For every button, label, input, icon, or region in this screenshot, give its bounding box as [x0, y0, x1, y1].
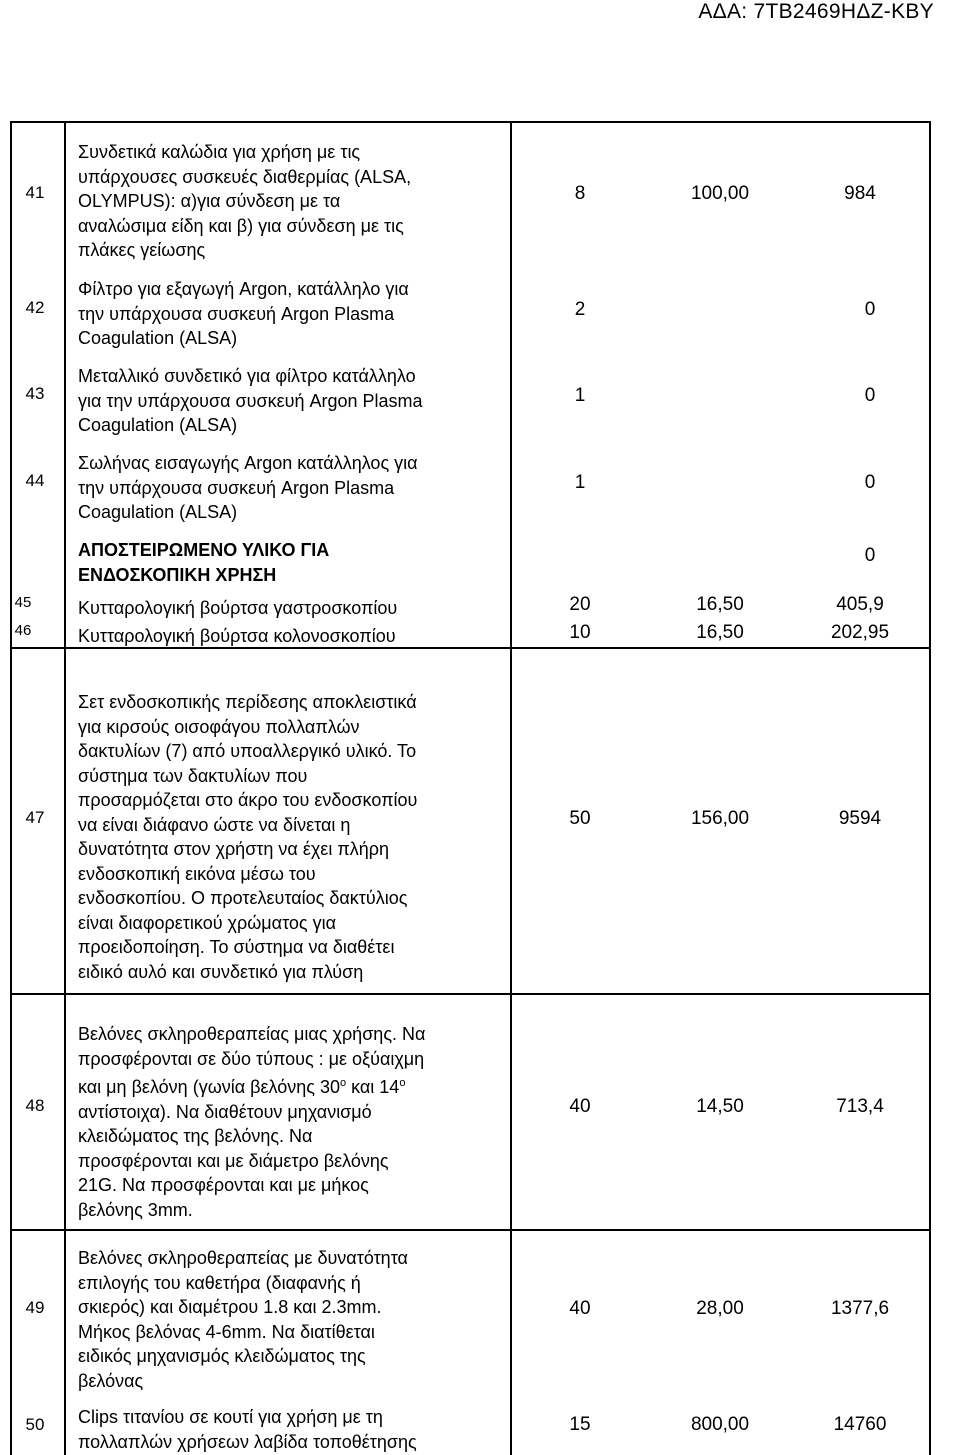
item-total: 202,95: [830, 622, 890, 643]
item-unit-price: 16,50: [696, 622, 744, 643]
item-quantity: 1: [574, 385, 586, 406]
item-quantity: 15: [569, 1414, 591, 1435]
item-description: Βελόνες σκληροθεραπείας με δυνατότητα επιλογής του καθετήρα (διαφανής ή σκιερός) και διαμέτρου 1.8 και 2.3mm. Μήκος βελόνας 4-6mm. Να διατίθεται ειδικός μηχανισμός κλειδώματος της βελόνας: [78, 1248, 408, 1391]
item-description: Συνδετικά καλώδια για χρήση με τις υπάρχουσες συσκευές διαθερμίας (ALSA, OLYMPUS): α)για σύνδεση με τα αναλώσιμα είδη και β) για σύνδεση με τις πλάκες γείωσης: [78, 142, 412, 260]
item-unit-price: 14,50: [696, 1096, 744, 1117]
item-total: 713,4: [836, 1096, 884, 1117]
table-border-top: [10, 121, 931, 123]
row-number: 48: [25, 1096, 45, 1115]
row-number: 47: [25, 808, 45, 827]
item-quantity: 40: [569, 1096, 591, 1117]
item-total: 9594: [838, 808, 882, 829]
table-border-left: [10, 121, 12, 1455]
item-description: Σωλήνας εισαγωγής Argon κατάλληλος για την υπάρχουσα συσκευή Argon Plasma Coagulation (ALSA): [78, 453, 418, 522]
item-description: Κυτταρολογική βούρτσα κολονοσκοπίου: [78, 626, 396, 646]
row-number: 43: [25, 384, 45, 403]
item-total: 405,9: [836, 594, 884, 615]
item-quantity: 8: [574, 183, 586, 204]
item-unit-price: 800,00: [690, 1414, 750, 1435]
item-description: Μεταλλικό συνδετικό για φίλτρο κατάλληλο για την υπάρχουσα συσκευή Argon Plasma Coagulation (ALSA): [78, 366, 423, 435]
table-divider-49: [10, 1229, 931, 1231]
item-description: Κυτταρολογική βούρτσα γαστροσκοπίου: [78, 598, 398, 618]
item-quantity: 20: [569, 594, 591, 615]
item-unit-price: 156,00: [690, 808, 750, 829]
item-unit-price: 28,00: [696, 1298, 744, 1319]
item-quantity: 1: [574, 472, 586, 493]
row-number: 41: [25, 183, 45, 202]
table-divider-48: [10, 993, 931, 995]
item-description: Βελόνες σκληροθεραπείας μιας χρήσης. Να προσφέρονται σε δύο τύπους : με οξύαιχμη και μη βελόνη (γωνία βελόνης $30^o$ και $14^o$ αντίστοιχα). Να διαθέτουν μηχανισμό κλειδώματος της βελόνης. Να προσφέρονται και με διάμετρο βελόνης 21G. Να προσφέρονται και με μήκος βελόνης 3mm.: [78, 1024, 426, 1220]
item-total: 14760: [833, 1414, 887, 1435]
item-description: Clips τιτανίου σε κουτί για χρήση με τη πολλαπλών χρήσεων λαβίδα τοποθέτησης: [78, 1407, 417, 1452]
section-heading: ΑΠΟΣΤΕΙΡΩΜΕΝΟ ΥΛΙΚΟ ΓΙΑ ΕΝΔΟΣΚΟΠΙΚΗ ΧΡΗΣΗ: [78, 540, 330, 585]
row-number: 46: [14, 622, 32, 639]
table-divider-num: [64, 121, 66, 1455]
item-total: 0: [864, 299, 876, 320]
item-total: 1377,6: [830, 1298, 890, 1319]
item-total: 0: [864, 472, 876, 493]
item-unit-price: 16,50: [696, 594, 744, 615]
table-divider-desc: [510, 121, 512, 1455]
table-border-right: [929, 121, 931, 1455]
row-number: 50: [25, 1415, 45, 1434]
row-number: 42: [25, 298, 45, 317]
item-quantity: 2: [574, 299, 586, 320]
row-number: 49: [25, 1298, 45, 1317]
item-description: Φίλτρο για εξαγωγή Argon, κατάλληλο για την υπάρχουσα συσκευή Argon Plasma Coagulation (ALSA): [78, 279, 409, 348]
item-quantity: 10: [569, 622, 591, 643]
item-quantity: 40: [569, 1298, 591, 1319]
item-total: 0: [864, 545, 876, 566]
item-quantity: 50: [569, 808, 591, 829]
item-total: 984: [844, 183, 876, 204]
item-total: 0: [864, 385, 876, 406]
document-id: ΑΔΑ: 7ΤΒ2469ΗΔΖ-ΚΒΥ: [698, 0, 934, 23]
row-number: 45: [14, 594, 32, 611]
row-number: 44: [25, 471, 45, 490]
item-unit-price: 100,00: [690, 183, 750, 204]
item-description: Σετ ενδοσκοπικής περίδεσης αποκλειστικά για κιρσούς οισοφάγου πολλαπλών δακτυλίων (7) από υποαλλεργικό υλικό. Το σύστημα των δακτυλίων που προσαρμόζεται στο άκρο του ενδοσκοπίου να είναι διάφανο ώστε να δίνεται η δυνατότητα στον χρήστη να έχει πλήρη ενδοσκοπική εικόνα μέσω του ενδοσκοπίου. Ο προτελευταίος δακτύλιος είναι διαφορετικού χρώματος για προειδοποίηση. Το σύστημα να διαθέτει ειδικό αυλό και συνδετικό για πλύση: [78, 692, 418, 982]
